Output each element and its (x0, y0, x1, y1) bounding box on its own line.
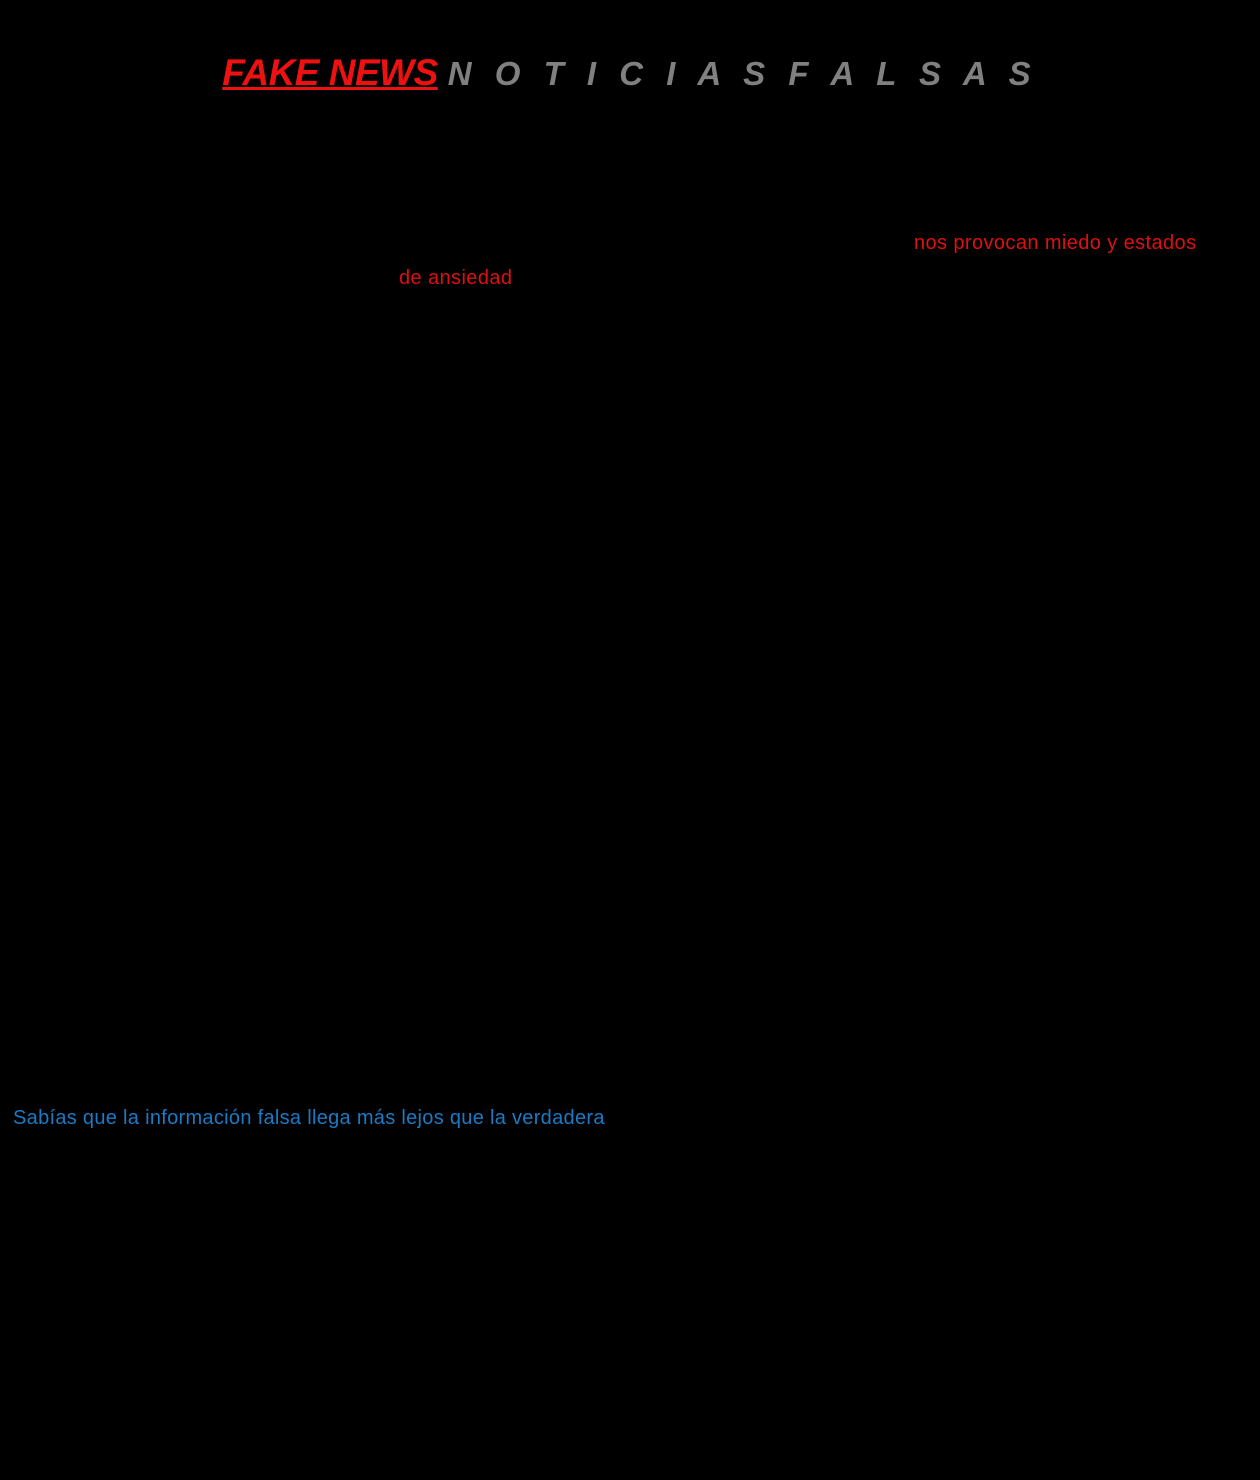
title-noticias-falsas: N O T I C I A S F A L S A S (447, 55, 1038, 92)
title-fake-news: FAKE NEWS (222, 52, 438, 93)
page-title (0, 52, 1260, 94)
phrase-miedo-ansiedad-line2: de ansiedad (399, 267, 513, 289)
question-informacion-falsa: Sabías que la información falsa llega más lejos que la verdadera (13, 1107, 605, 1129)
phrase-miedo-ansiedad-line1: nos provocan miedo y estados (914, 232, 1197, 254)
